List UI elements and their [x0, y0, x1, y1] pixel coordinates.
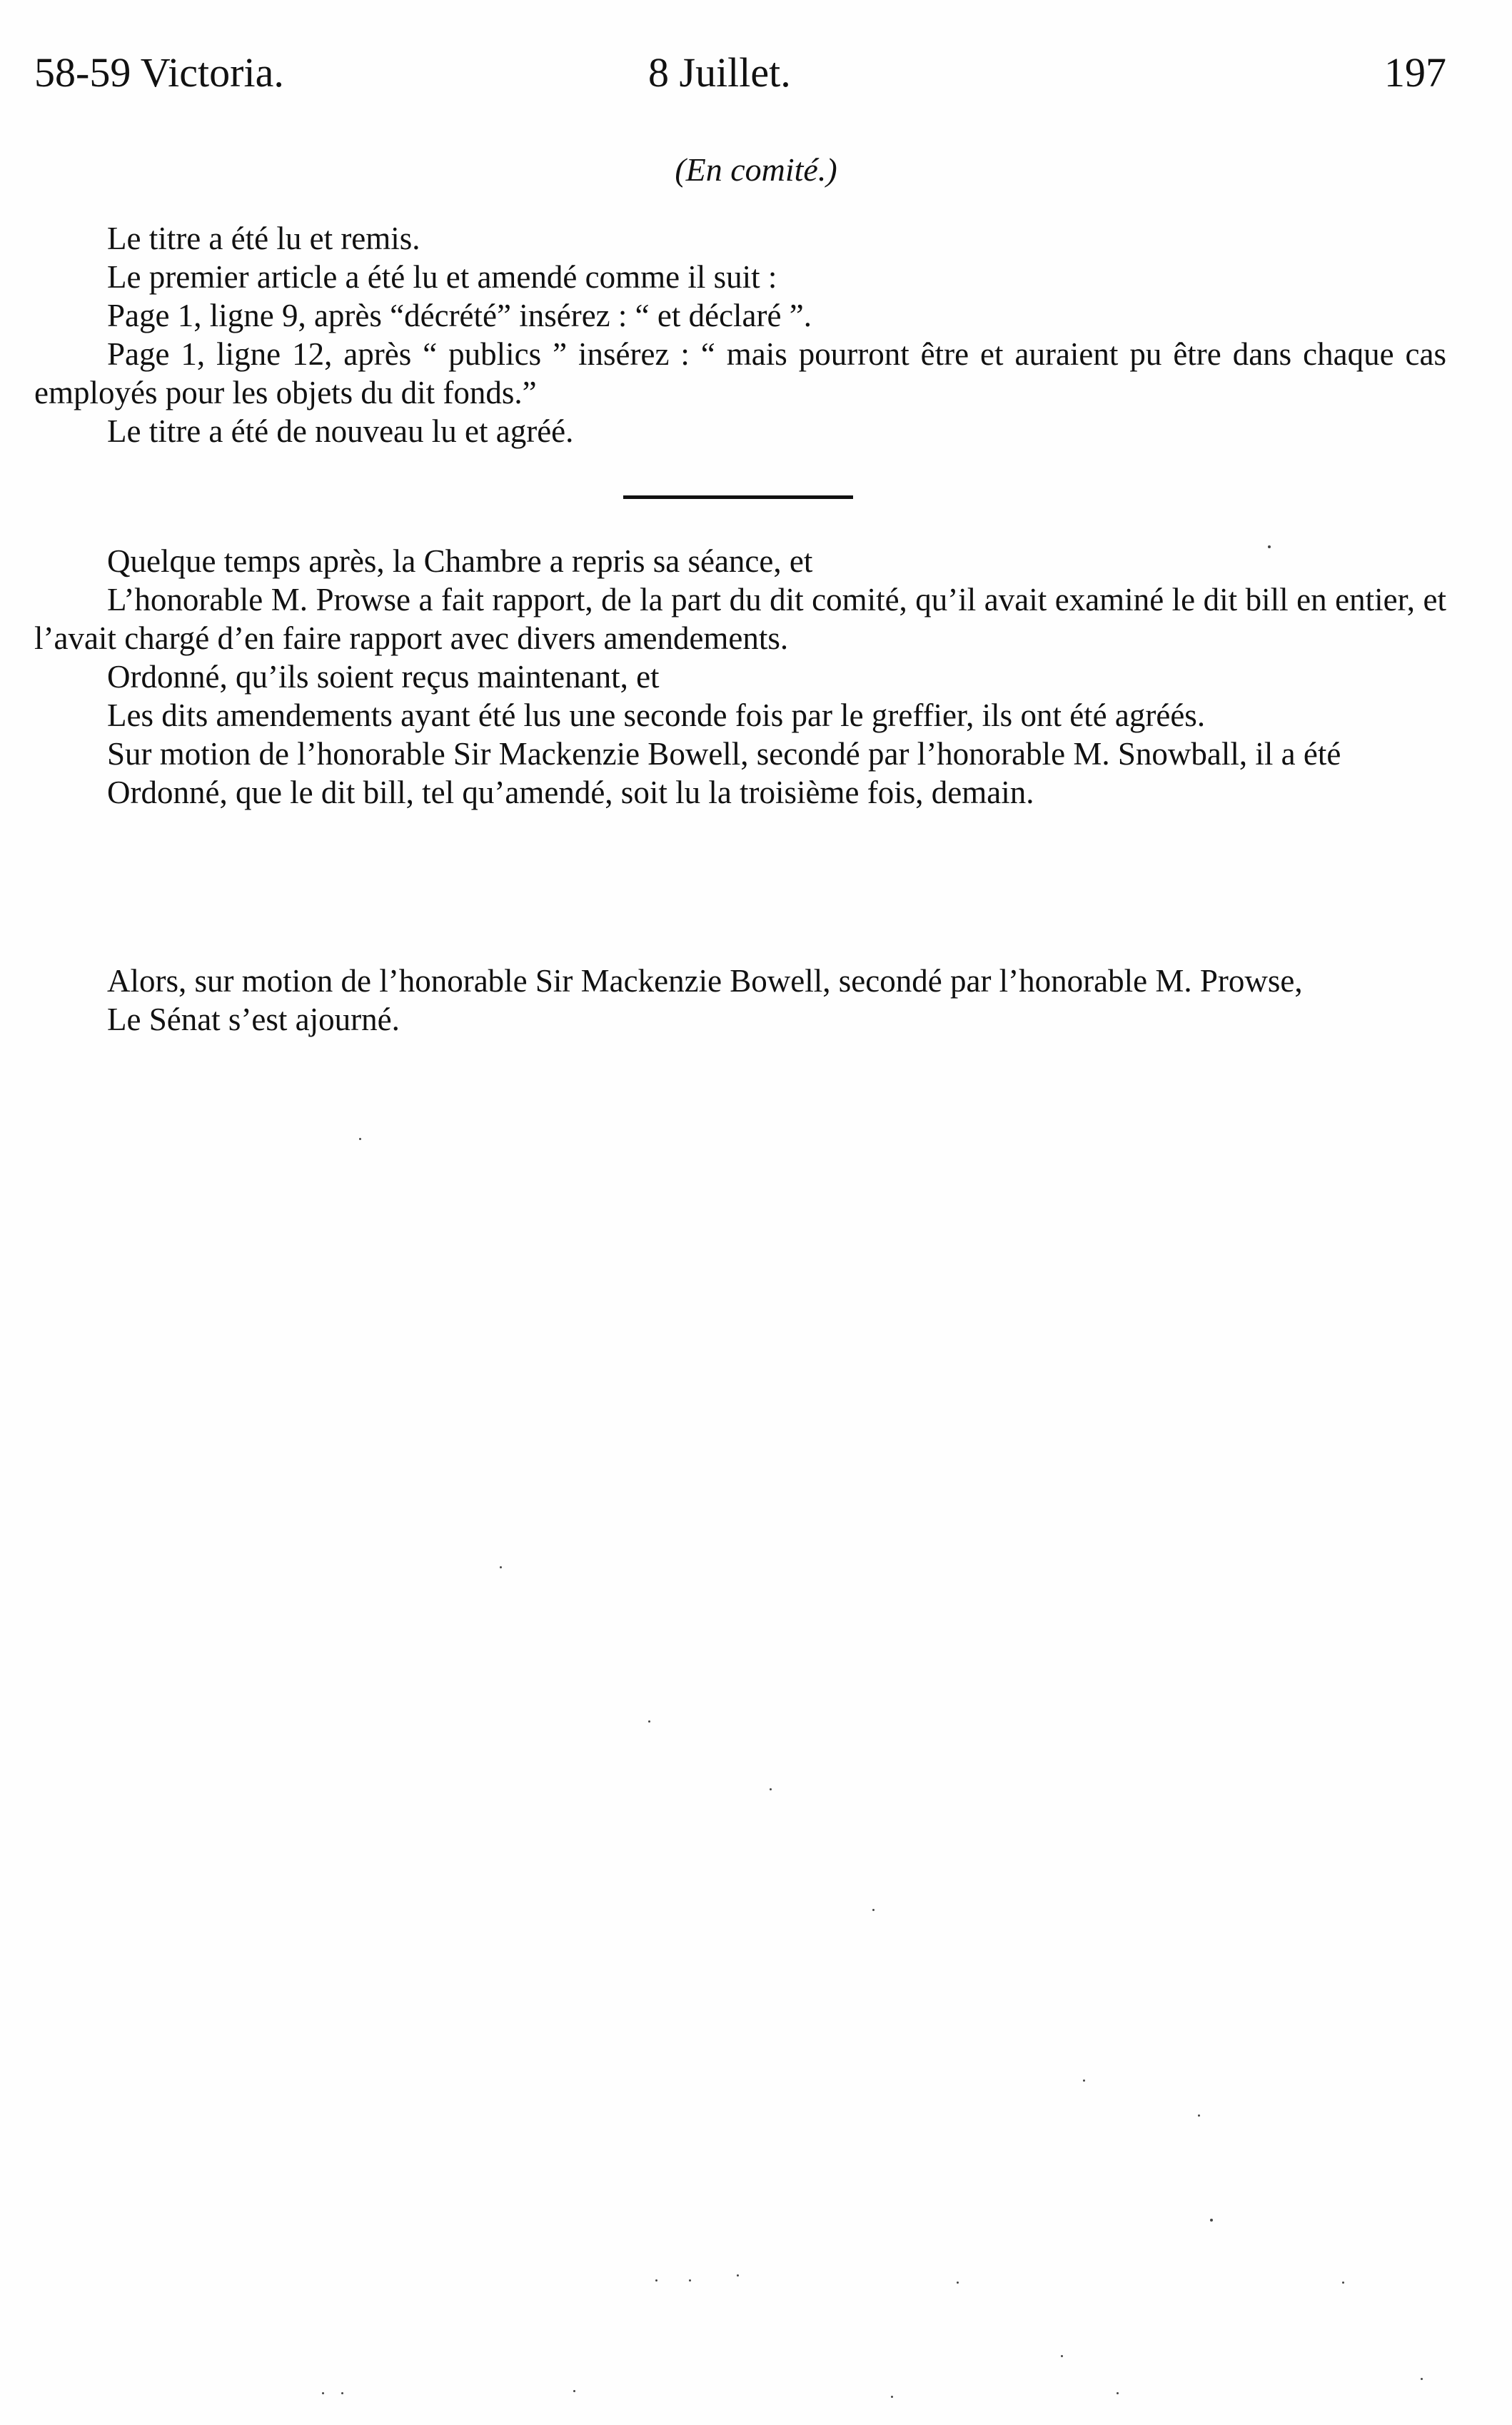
scan-speck	[359, 1138, 361, 1140]
regnal-year: 58-59 Victoria.	[34, 49, 284, 96]
paragraph: Le titre a été de nouveau lu et agréé.	[107, 413, 574, 449]
paragraph: Page 1, ligne 9, après “décrété” insérez : “ et déclaré ”.	[107, 298, 812, 333]
scan-speck	[1210, 2219, 1213, 2222]
scan-speck	[1268, 545, 1271, 548]
paragraph: Le titre a été lu et remis.	[107, 221, 420, 256]
section-divider	[623, 495, 853, 499]
paragraph: L’honorable M. Prowse a fait rapport, de la part du dit comité, qu’il avait examiné le dit bill en entier, et l’avait chargé d’en faire rapport avec divers amendements.	[34, 582, 1446, 656]
paragraph: Le Sénat s’est ajourné.	[107, 1002, 400, 1037]
section-label: (En comité.)	[675, 151, 837, 188]
scan-speck	[322, 2392, 324, 2394]
paragraph: Le premier article a été lu et amendé comme il suit :	[107, 259, 777, 295]
running-head	[34, 44, 1446, 101]
paragraph: Ordonné, que le dit bill, tel qu’amendé, soit lu la troisième fois, demain.	[107, 775, 1034, 810]
scan-speck	[737, 2274, 739, 2277]
scan-speck	[655, 2279, 657, 2282]
paragraph: Les dits amendements ayant été lus une seconde fois par le greffier, ils ont été agréés.	[107, 697, 1206, 733]
page-number: 197	[1384, 49, 1446, 96]
scan-speck	[891, 2396, 893, 2398]
committee-proceedings	[34, 219, 1446, 450]
scan-speck	[1117, 2392, 1119, 2394]
paragraph: Quelque temps après, la Chambre a repris sa séance, et	[107, 543, 813, 579]
scan-speck	[872, 1909, 875, 1911]
scan-speck	[770, 1788, 772, 1790]
scan-speck	[689, 2279, 691, 2282]
paragraph: Ordonné, qu’ils soient reçus maintenant, et	[107, 659, 660, 695]
scan-speck	[573, 2390, 575, 2392]
scan-speck	[1198, 2114, 1200, 2117]
scan-speck	[1342, 2282, 1344, 2284]
scan-speck	[500, 1566, 502, 1568]
paragraph: Page 1, ligne 12, après “ publics ” insérez : “ mais pourront être et auraient pu être dans chaque cas employés pour les objets du dit fonds.”	[34, 336, 1446, 410]
scan-speck	[1083, 2079, 1085, 2082]
paragraph: Sur motion de l’honorable Sir Mackenzie Bowell, secondé par l’honorable M. Snowball, il a été	[107, 736, 1341, 772]
scan-speck	[957, 2282, 959, 2284]
scan-speck	[341, 2392, 343, 2394]
adjournment	[34, 962, 1446, 1039]
paragraph: Alors, sur motion de l’honorable Sir Mackenzie Bowell, secondé par l’honorable M. Prowse,	[107, 963, 1303, 999]
scan-speck	[648, 1720, 650, 1723]
report-proceedings	[34, 542, 1446, 812]
page-date: 8 Juillet.	[648, 49, 791, 96]
scan-speck	[1061, 2355, 1063, 2357]
scan-speck	[1421, 2378, 1423, 2380]
